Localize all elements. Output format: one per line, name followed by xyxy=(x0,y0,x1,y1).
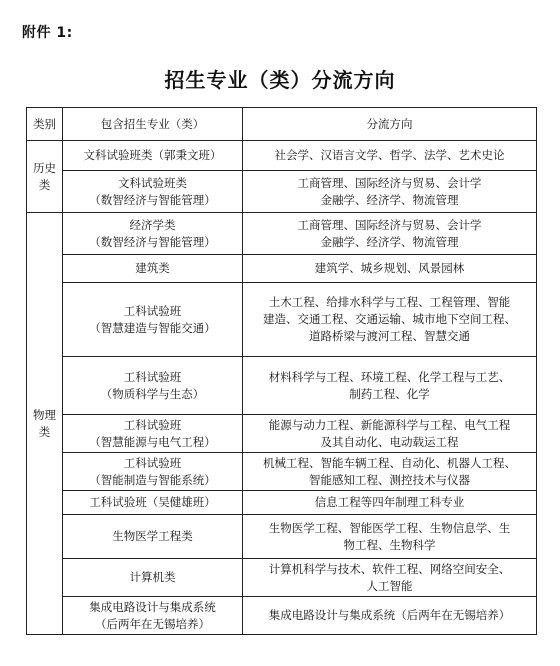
direction-cell: 计算机科学与技术、软件工程、网络空间安全、 人工智能 xyxy=(243,559,537,597)
table-row xyxy=(27,515,537,559)
document-title: 招生专业（类）分流方向 xyxy=(164,68,396,92)
table-row xyxy=(27,597,537,635)
direction-cell: 土木工程、给排水科学与工程、工程管理、智能 建造、交通工程、交通运输、城市地下空间工程、 道路桥梁与渡河工程、智慧交通 xyxy=(243,283,537,357)
column-header-direction: 分流方向 xyxy=(243,108,537,141)
direction-cell: 工商管理、国际经济与贸易、会计学 金融学、经济学、物流管理 xyxy=(243,213,537,255)
table-row xyxy=(27,141,537,171)
table-header-row xyxy=(27,108,537,141)
table-row xyxy=(27,453,537,491)
direction-cell: 材料科学与工程、环境工程、化学工程与工艺、 制药工程、化学 xyxy=(243,357,537,415)
table-row xyxy=(27,171,537,213)
direction-cell: 集成电路设计与集成系统（后两年在无锡培养） xyxy=(243,597,537,635)
category-cell: 历史 类 xyxy=(27,141,63,213)
direction-cell: 信息工程等四年制理工科专业 xyxy=(243,491,537,515)
table-row xyxy=(27,491,537,515)
major-cell: 计算机类 xyxy=(63,559,243,597)
table-row xyxy=(27,283,537,357)
major-cell: 经济学类 （数智经济与智能管理） xyxy=(63,213,243,255)
direction-cell: 工商管理、国际经济与贸易、会计学 金融学、经济学、物流管理 xyxy=(243,171,537,213)
attachment-label: 附件 1: xyxy=(22,25,73,41)
majors-table xyxy=(26,107,537,635)
major-cell: 集成电路设计与集成系统 （后两年在无锡培养） xyxy=(63,597,243,635)
major-cell: 文科试验班类（郭秉文班） xyxy=(63,141,243,171)
major-cell: 工科试验班（吴健雄班） xyxy=(63,491,243,515)
direction-cell: 建筑学、城乡规划、风景园林 xyxy=(243,255,537,283)
table-row xyxy=(27,357,537,415)
major-cell: 工科试验班 （物质科学与生态） xyxy=(63,357,243,415)
table-row xyxy=(27,559,537,597)
column-header-category: 类别 xyxy=(27,108,63,141)
major-cell: 文科试验班类 （数智经济与智能管理） xyxy=(63,171,243,213)
majors-table-body xyxy=(27,108,537,635)
direction-cell: 机械工程、智能车辆工程、自动化、机器人工程、 智能感知工程、测控技术与仪器 xyxy=(243,453,537,491)
category-cell: 物理 类 xyxy=(27,213,63,635)
direction-cell: 生物医学工程、智能医学工程、生物信息学、生 物工程、生物科学 xyxy=(243,515,537,559)
table-row xyxy=(27,213,537,255)
table-row xyxy=(27,255,537,283)
major-cell: 工科试验班 （智能制造与智能系统） xyxy=(63,453,243,491)
table-row xyxy=(27,415,537,453)
column-header-major: 包含招生专业（类） xyxy=(63,108,243,141)
major-cell: 建筑类 xyxy=(63,255,243,283)
direction-cell: 社会学、汉语言文学、哲学、法学、艺术史论 xyxy=(243,141,537,171)
direction-cell: 能源与动力工程、新能源科学与工程、电气工程 及其自动化、电动载运工程 xyxy=(243,415,537,453)
major-cell: 工科试验班 （智慧能源与电气工程） xyxy=(63,415,243,453)
major-cell: 生物医学工程类 xyxy=(63,515,243,559)
major-cell: 工科试验班 （智慧建造与智能交通） xyxy=(63,283,243,357)
